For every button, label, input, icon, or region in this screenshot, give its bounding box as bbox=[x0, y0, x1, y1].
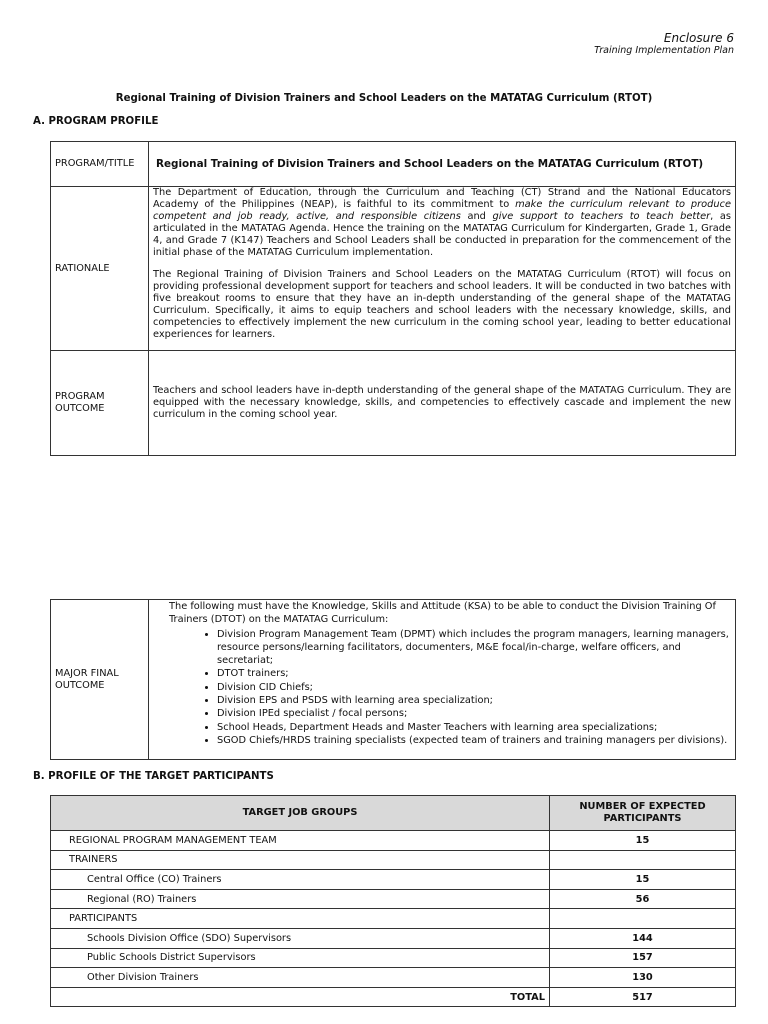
list-item: • Division IPEd specialist / focal persons; bbox=[217, 707, 731, 720]
program-outcome-label: PROGRAM OUTCOME bbox=[51, 351, 149, 456]
list-item: • DTOT trainers; bbox=[217, 667, 731, 680]
list-item: • Division CID Chiefs; bbox=[217, 681, 731, 694]
program-profile-table bbox=[50, 141, 736, 456]
table-row: Central Office (CO) Trainers 15 bbox=[51, 870, 736, 890]
table-row: Public Schools District Supervisors 157 bbox=[51, 948, 736, 968]
total-value: 517 bbox=[550, 987, 736, 1007]
rationale-paragraph-1: The Department of Education, through the Curriculum and Teaching (CT) Strand and the National Educators Academy of the Philippines (NEAP), is faithful to its commitment to make the curriculum relevant to produce competent and job ready, active, and responsible citizens and give support to teachers to teach better, as articulated in the MATATAG Agenda. Hence the training on the MATATAG Curriculum for Kindergarten, Grade 1, Grade 4, and Grade 7 (K147) Teachers and School Leaders shall be conducted in preparation for the commencement of the initial phase of the MATATAG Curriculum implementation. bbox=[153, 187, 731, 258]
major-outcome-list bbox=[169, 628, 731, 748]
table-row: Other Division Trainers 130 bbox=[51, 968, 736, 988]
program-title-label: PROGRAM/TITLE bbox=[51, 142, 149, 187]
enclosure-label: Enclosure 6 bbox=[663, 31, 734, 45]
major-outcome-cell bbox=[149, 600, 736, 760]
total-label: TOTAL bbox=[51, 987, 550, 1007]
program-title-value: Regional Training of Division Trainers and School Leaders on the MATATAG Curriculum (RTOT) bbox=[149, 142, 736, 187]
enclosure-subtitle: Training Implementation Plan bbox=[594, 45, 734, 56]
table-row: REGIONAL PROGRAM MANAGEMENT TEAM 15 bbox=[51, 831, 736, 851]
list-item: • SGOD Chiefs/HRDS training specialists (expected team of trainers and training managers per divisions). bbox=[217, 734, 731, 747]
major-outcome-label: MAJOR FINAL OUTCOME bbox=[51, 600, 149, 760]
table-row: PARTICIPANTS bbox=[51, 909, 736, 929]
major-outcome-intro: The following must have the Knowledge, Skills and Attitude (KSA) to be able to conduct the Division Training Of Trainers (DTOT) on the MATATAG Curriculum: bbox=[169, 601, 716, 626]
table-row: Schools Division Office (SDO) Supervisors 144 bbox=[51, 928, 736, 948]
section-a-heading: A. PROGRAM PROFILE bbox=[33, 116, 159, 127]
rationale-label: RATIONALE bbox=[51, 187, 149, 351]
list-item: • Division EPS and PSDS with learning area specialization; bbox=[217, 694, 731, 707]
table-row: TRAINERS bbox=[51, 850, 736, 870]
column-header-expected-participants: NUMBER OF EXPECTED PARTICIPANTS bbox=[550, 796, 736, 831]
total-row bbox=[51, 987, 736, 1007]
section-b-heading: B. PROFILE OF THE TARGET PARTICIPANTS bbox=[33, 771, 274, 782]
list-item: • Division Program Management Team (DPMT) which includes the program managers, learning managers, resource persons/learning facilitators, documenters, M&E focal/in-charge, welfare officers, and secretariat; bbox=[217, 628, 731, 668]
major-outcome-table bbox=[50, 599, 736, 760]
program-outcome-text: Teachers and school leaders have in-depth understanding of the general shape of the MATATAG Curriculum. They are equipped with the necessary knowledge, skills, and competencies to effectively cascade and implement the new curriculum in the coming school year. bbox=[149, 351, 736, 456]
table-row: Regional (RO) Trainers 56 bbox=[51, 889, 736, 909]
column-header-job-groups: TARGET JOB GROUPS bbox=[51, 796, 550, 831]
target-participants-table bbox=[50, 795, 736, 1007]
list-item: • School Heads, Department Heads and Master Teachers with learning area specializations; bbox=[217, 721, 731, 734]
document-title: Regional Training of Division Trainers and School Leaders on the MATATAG Curriculum (RTOT) bbox=[115, 93, 653, 104]
rationale-paragraph-2: The Regional Training of Division Trainers and School Leaders on the MATATAG Curriculum (RTOT) will focus on providing professional development support for teachers and school leaders. It will be conducted in two batches with five breakout rooms to ensure that they have an in-depth understanding of the general shape of the MATATAG Curriculum. Specifically, it aims to equip teachers and school leaders with the necessary knowledge, skills, and competencies to effectively implement the new curriculum in the coming school year, leading to better educational experiences for learners. bbox=[153, 269, 731, 340]
rationale-cell bbox=[149, 187, 736, 351]
